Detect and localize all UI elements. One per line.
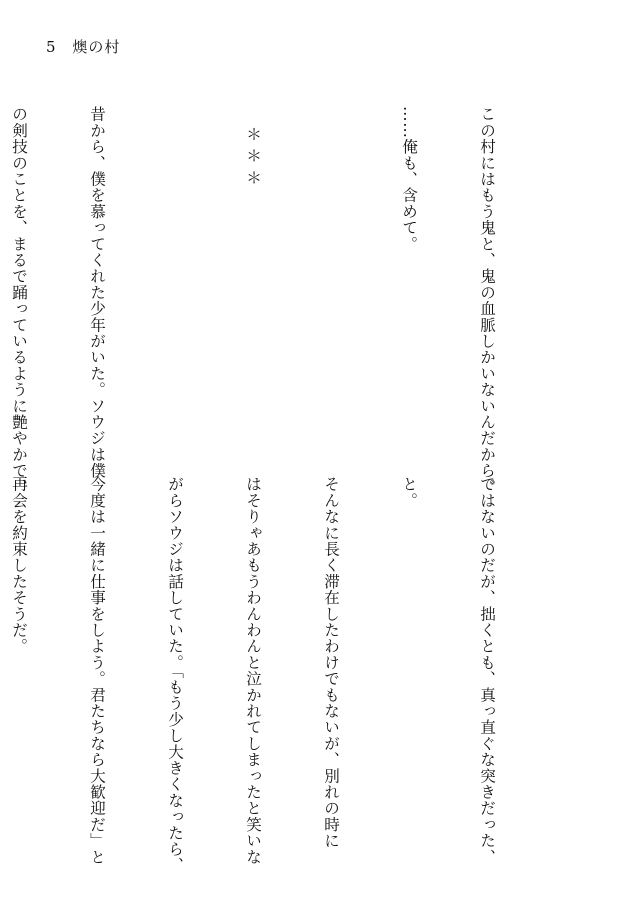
page-number: 5 [46, 38, 57, 56]
text-line: ……俺も、含めて。 [400, 106, 418, 252]
text-line: 昔から、僕を慕ってくれた少年がいた。ソウジは僕 [88, 106, 106, 479]
page-header [46, 36, 120, 57]
blank-line [162, 106, 188, 454]
blank-line [318, 106, 344, 454]
text-line: 再会を約束したそうだ。 [10, 476, 28, 655]
lower-text-block [10, 476, 552, 874]
text-line: この村にはもう鬼と、鬼の血脈しかいないんだから。 [478, 106, 496, 495]
text-line: ではないのだが、拙くとも、真っ直ぐな突きだった、 [478, 476, 496, 865]
text-line: がらソウジは話していた。「もう少し大きくなったら、 [166, 476, 184, 874]
text-line: と。 [400, 476, 418, 509]
text-line: 今度は一緒に仕事をしよう。君たちなら大歓迎だ」と [88, 476, 106, 865]
section-break: ＊＊＊ [244, 126, 262, 191]
text-line: の剣技のことを、まるで踊っているように艶やかで、 [10, 106, 28, 495]
upper-text-block [10, 106, 552, 495]
text-line: はそりゃあもうわんわんと泣かれてしまったと笑いな [244, 476, 262, 865]
text-line: そんなに長く滞在したわけでもないが、別れの時に [322, 476, 340, 849]
chapter-title: 燠の村 [72, 38, 121, 56]
